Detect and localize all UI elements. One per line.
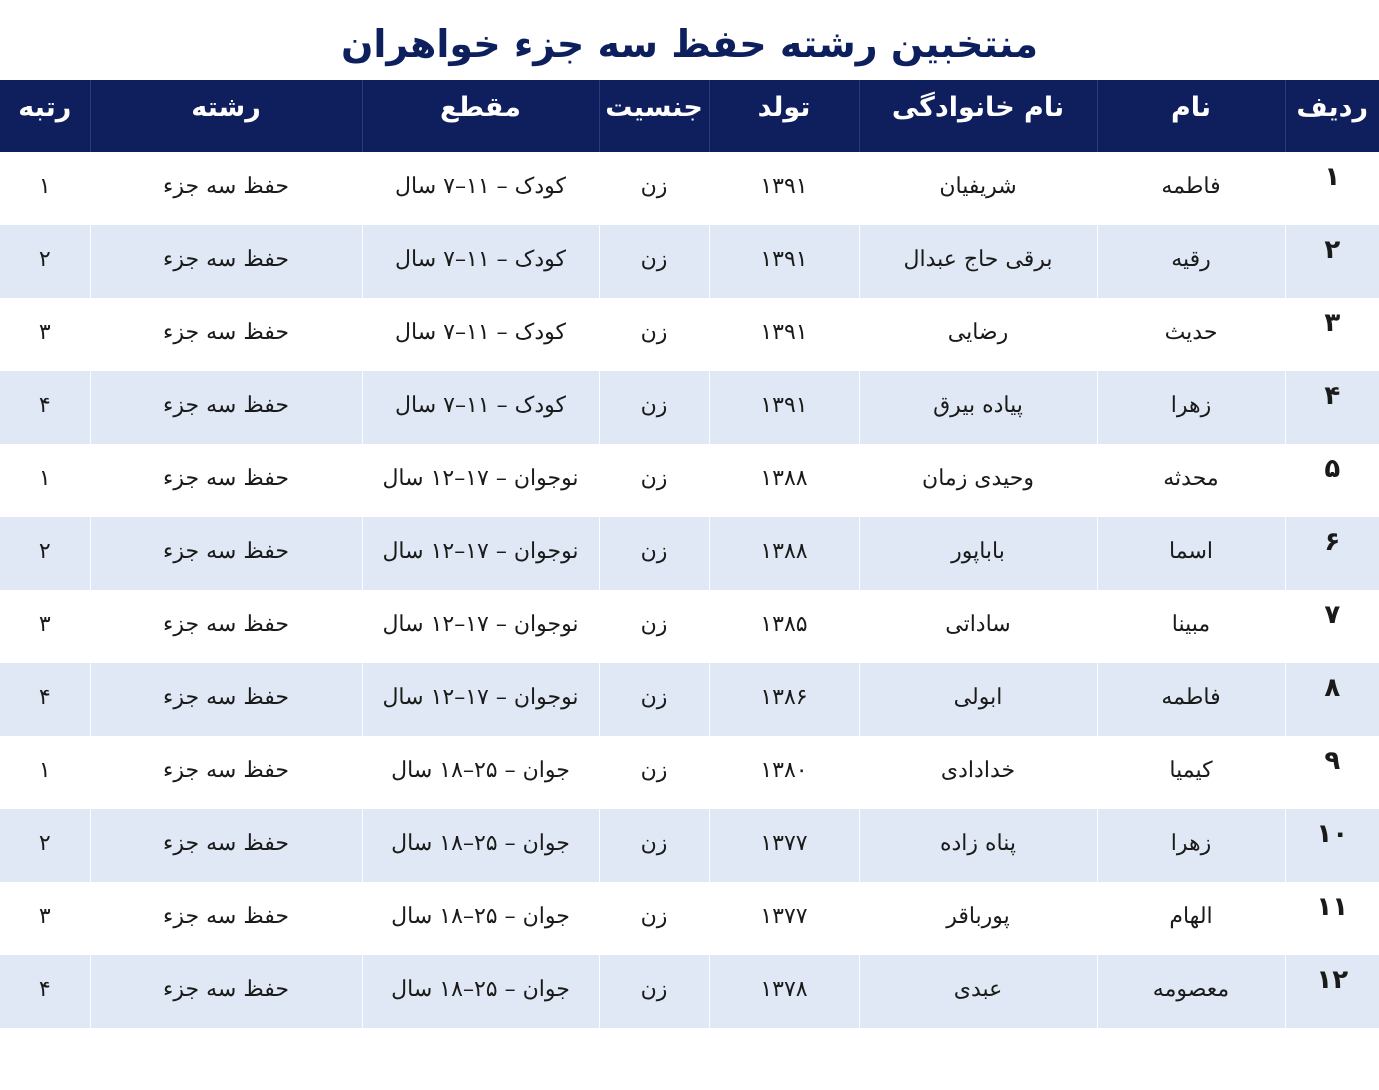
cell-index: ۹ — [1285, 736, 1379, 809]
table-body — [0, 152, 1379, 1028]
cell-field: حفظ سه جزء — [90, 225, 362, 298]
cell-level: کودک – ۱۱–۷ سال — [362, 298, 599, 371]
cell-rank: ۱ — [0, 444, 90, 517]
cell-first-name: محدثه — [1097, 444, 1285, 517]
cell-index: ۶ — [1285, 517, 1379, 590]
cell-index: ۱۱ — [1285, 882, 1379, 955]
cell-index: ۳ — [1285, 298, 1379, 371]
cell-last-name: پیاده بیرق — [859, 371, 1097, 444]
header-index: ردیف — [1285, 80, 1379, 152]
cell-first-name: معصومه — [1097, 955, 1285, 1028]
cell-last-name: وحیدی زمان — [859, 444, 1097, 517]
cell-birth-year: ۱۳۸۸ — [709, 444, 859, 517]
cell-gender: زن — [599, 663, 709, 736]
header-birth-year: تولد — [709, 80, 859, 152]
cell-field: حفظ سه جزء — [90, 444, 362, 517]
cell-field: حفظ سه جزء — [90, 809, 362, 882]
cell-level: جوان – ۲۵–۱۸ سال — [362, 736, 599, 809]
cell-index: ۱۲ — [1285, 955, 1379, 1028]
results-table — [0, 80, 1379, 1028]
cell-gender: زن — [599, 444, 709, 517]
table-row — [0, 882, 1379, 955]
cell-last-name: پورباقر — [859, 882, 1097, 955]
cell-first-name: اسما — [1097, 517, 1285, 590]
cell-rank: ۴ — [0, 955, 90, 1028]
cell-rank: ۲ — [0, 517, 90, 590]
table-row — [0, 663, 1379, 736]
header-level: مقطع — [362, 80, 599, 152]
cell-last-name: باباپور — [859, 517, 1097, 590]
cell-first-name: حدیث — [1097, 298, 1285, 371]
cell-first-name: رقیه — [1097, 225, 1285, 298]
cell-gender: زن — [599, 371, 709, 444]
cell-gender: زن — [599, 809, 709, 882]
cell-last-name: خدادادی — [859, 736, 1097, 809]
cell-level: جوان – ۲۵–۱۸ سال — [362, 882, 599, 955]
cell-level: کودک – ۱۱–۷ سال — [362, 152, 599, 225]
cell-rank: ۳ — [0, 882, 90, 955]
table-row — [0, 955, 1379, 1028]
cell-gender: زن — [599, 882, 709, 955]
cell-field: حفظ سه جزء — [90, 882, 362, 955]
cell-first-name: فاطمه — [1097, 152, 1285, 225]
cell-field: حفظ سه جزء — [90, 663, 362, 736]
cell-level: جوان – ۲۵–۱۸ سال — [362, 955, 599, 1028]
cell-index: ۱ — [1285, 152, 1379, 225]
cell-last-name: ساداتی — [859, 590, 1097, 663]
cell-last-name: عبدی — [859, 955, 1097, 1028]
cell-field: حفظ سه جزء — [90, 736, 362, 809]
cell-first-name: کیمیا — [1097, 736, 1285, 809]
cell-gender: زن — [599, 736, 709, 809]
table-row — [0, 225, 1379, 298]
cell-gender: زن — [599, 955, 709, 1028]
cell-level: کودک – ۱۱–۷ سال — [362, 225, 599, 298]
table-row — [0, 444, 1379, 517]
table-row — [0, 590, 1379, 663]
cell-birth-year: ۱۳۸۸ — [709, 517, 859, 590]
cell-field: حفظ سه جزء — [90, 298, 362, 371]
cell-birth-year: ۱۳۹۱ — [709, 225, 859, 298]
cell-birth-year: ۱۳۷۷ — [709, 809, 859, 882]
cell-rank: ۱ — [0, 152, 90, 225]
header-rank: رتبه — [0, 80, 90, 152]
table-row — [0, 736, 1379, 809]
cell-level: کودک – ۱۱–۷ سال — [362, 371, 599, 444]
page-title: منتخبین رشته حفظ سه جزء خواهران — [340, 22, 1039, 66]
cell-birth-year: ۱۳۹۱ — [709, 371, 859, 444]
cell-birth-year: ۱۳۷۷ — [709, 882, 859, 955]
table-row — [0, 517, 1379, 590]
cell-gender: زن — [599, 590, 709, 663]
table-row — [0, 809, 1379, 882]
cell-birth-year: ۱۳۹۱ — [709, 152, 859, 225]
cell-last-name: ابولی — [859, 663, 1097, 736]
cell-birth-year: ۱۳۸۵ — [709, 590, 859, 663]
cell-gender: زن — [599, 152, 709, 225]
cell-first-name: فاطمه — [1097, 663, 1285, 736]
cell-field: حفظ سه جزء — [90, 371, 362, 444]
header-gender: جنسیت — [599, 80, 709, 152]
header-first-name: نام — [1097, 80, 1285, 152]
cell-rank: ۳ — [0, 590, 90, 663]
cell-gender: زن — [599, 517, 709, 590]
cell-level: نوجوان – ۱۷–۱۲ سال — [362, 663, 599, 736]
cell-rank: ۱ — [0, 736, 90, 809]
cell-level: نوجوان – ۱۷–۱۲ سال — [362, 590, 599, 663]
cell-level: نوجوان – ۱۷–۱۲ سال — [362, 444, 599, 517]
cell-index: ۸ — [1285, 663, 1379, 736]
cell-index: ۷ — [1285, 590, 1379, 663]
cell-first-name: زهرا — [1097, 809, 1285, 882]
cell-field: حفظ سه جزء — [90, 517, 362, 590]
table-row — [0, 371, 1379, 444]
cell-last-name: رضایی — [859, 298, 1097, 371]
cell-field: حفظ سه جزء — [90, 152, 362, 225]
cell-field: حفظ سه جزء — [90, 955, 362, 1028]
cell-birth-year: ۱۳۸۰ — [709, 736, 859, 809]
table-row — [0, 152, 1379, 225]
cell-birth-year: ۱۳۸۶ — [709, 663, 859, 736]
table-header-row — [0, 80, 1379, 152]
cell-last-name: پناه زاده — [859, 809, 1097, 882]
cell-rank: ۲ — [0, 809, 90, 882]
cell-first-name: الهام — [1097, 882, 1285, 955]
cell-index: ۴ — [1285, 371, 1379, 444]
cell-first-name: زهرا — [1097, 371, 1285, 444]
cell-index: ۵ — [1285, 444, 1379, 517]
cell-field: حفظ سه جزء — [90, 590, 362, 663]
header-field: رشته — [90, 80, 362, 152]
cell-first-name: مبینا — [1097, 590, 1285, 663]
cell-index: ۲ — [1285, 225, 1379, 298]
cell-last-name: شریفیان — [859, 152, 1097, 225]
cell-last-name: برقی حاج عبدال — [859, 225, 1097, 298]
table-row — [0, 298, 1379, 371]
cell-rank: ۳ — [0, 298, 90, 371]
cell-rank: ۴ — [0, 663, 90, 736]
cell-level: جوان – ۲۵–۱۸ سال — [362, 809, 599, 882]
cell-gender: زن — [599, 225, 709, 298]
cell-birth-year: ۱۳۷۸ — [709, 955, 859, 1028]
cell-index: ۱۰ — [1285, 809, 1379, 882]
cell-level: نوجوان – ۱۷–۱۲ سال — [362, 517, 599, 590]
cell-rank: ۲ — [0, 225, 90, 298]
cell-rank: ۴ — [0, 371, 90, 444]
cell-gender: زن — [599, 298, 709, 371]
cell-birth-year: ۱۳۹۱ — [709, 298, 859, 371]
header-last-name: نام خانوادگی — [859, 80, 1097, 152]
